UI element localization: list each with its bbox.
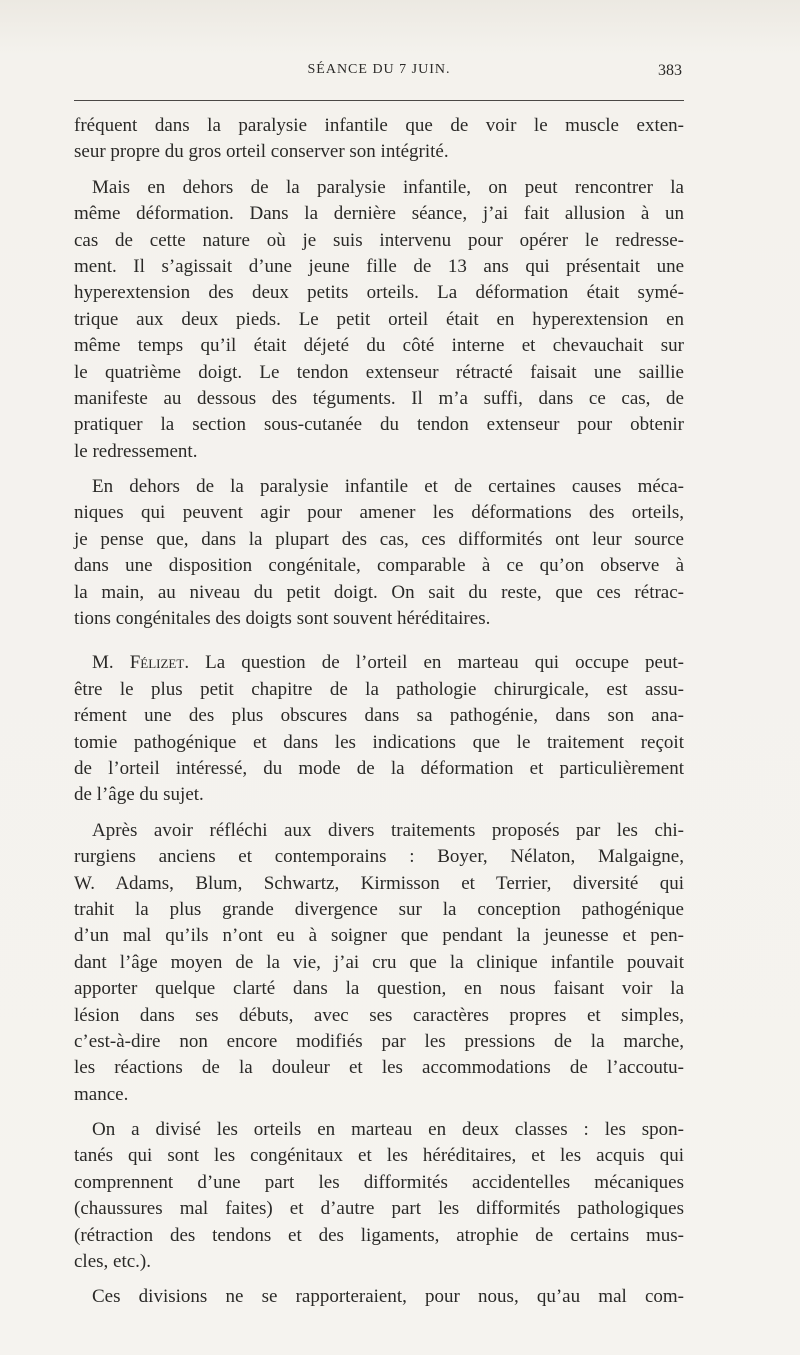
text-line: rément une des plus obscures dans sa pathogénie, dans son ana- (74, 705, 684, 727)
text-line: les réactions de la douleur et les accommodations de l’accoutu- (74, 1057, 684, 1079)
text-line: apporter quelque clarté dans la question, en nous faisant voir la (74, 978, 684, 1000)
text-line (74, 650, 684, 676)
text-line: comprennent d’une part les difformités accidentelles mécaniques (74, 1171, 684, 1193)
text-line: On a divisé les orteils en marteau en deux classes : les spon- (92, 1119, 684, 1141)
text-line: Ces divisions ne se rapporteraient, pour nous, qu’au mal com- (92, 1286, 684, 1308)
text-line: Après avoir réfléchi aux divers traitements proposés par les chi- (92, 819, 684, 841)
paragraph (74, 474, 684, 632)
text-line: cles, etc.). (74, 1251, 152, 1273)
text-line: W. Adams, Blum, Schwartz, Kirmisson et Terrier, diversité qui (74, 872, 684, 894)
page-number: 383 (658, 62, 682, 79)
text-line: tanés qui sont les congénitaux et les héréditaires, et les acquis qui (74, 1145, 684, 1167)
speaker-text: La question de l’orteil en marteau qui occupe peut- (189, 652, 685, 674)
text-line: tions congénitales des doigts sont souvent héréditaires. (74, 608, 491, 630)
text-line: seur propre du gros orteil conserver son intégrité. (74, 141, 449, 163)
text-line: même temps qu’il était déjeté du côté interne et chevauchait sur (74, 335, 684, 357)
text-line: trique aux deux pieds. Le petit orteil était en hyperextension en (74, 308, 684, 330)
text-line: de l’orteil intéressé, du mode de la déformation et particulièrement (74, 757, 684, 779)
text-line: d’un mal qu’ils n’ont eu à soigner que pendant la jeunesse et pen- (74, 925, 684, 947)
text-line: dant l’âge moyen de la vie, j’ai cru que la clinique infantile pouvait (74, 951, 684, 973)
paragraph (74, 175, 684, 465)
text-line: ment. Il s’agissait d’une jeune fille de 13 ans qui présentait une (74, 255, 684, 277)
text-line: niques qui peuvent agir pour amener les déformations des orteils, (74, 502, 684, 524)
text-line: rurgiens anciens et contemporains : Boyer, Nélaton, Malgaigne, (74, 846, 684, 868)
text-line: de l’âge du sujet. (74, 784, 204, 806)
text-line: mance. (74, 1083, 129, 1105)
speaker-name: M. Félizet. (92, 652, 190, 674)
text-line: lésion dans ses débuts, avec ses caractères propres et simples, (74, 1004, 684, 1026)
paragraph (74, 1117, 684, 1275)
text-line: le quatrième doigt. Le tendon extenseur rétracté faisait une saillie (74, 361, 684, 383)
paragraph (74, 650, 684, 808)
body-text (74, 113, 684, 1311)
text-line: le redressement. (74, 440, 198, 462)
text-line: (rétraction des tendons et des ligaments, atrophie de certains mus- (74, 1224, 684, 1246)
text-line: être le plus petit chapitre de la pathologie chirurgicale, est assu- (74, 678, 684, 700)
text-line: (chaussures mal faites) et d’autre part les difformités pathologiques (74, 1198, 684, 1220)
paragraph (74, 113, 684, 166)
text-line: la main, au niveau du petit doigt. On sait du reste, que ces rétrac- (74, 581, 684, 603)
text-line: même déformation. Dans la dernière séance, j’ai fait allusion à un (74, 203, 684, 225)
paragraph (74, 818, 684, 1108)
text-line: hyperextension des deux petits orteils. La déformation était symé- (74, 282, 684, 304)
text-line: manifeste au dessous des téguments. Il m’a suffi, dans ce cas, de (74, 387, 684, 409)
header-rule (74, 100, 684, 101)
text-line: trahit la plus grande divergence sur la conception pathogénique (74, 898, 684, 920)
text-line: cas de cette nature où je suis intervenu pour opérer le redresse- (74, 229, 684, 251)
text-line: Mais en dehors de la paralysie infantile, on peut rencontrer la (92, 176, 684, 198)
paragraph (74, 1284, 684, 1310)
text-line: je pense que, dans la plupart des cas, ces difformités ont leur source (74, 528, 684, 550)
text-line: tomie pathogénique et dans les indications que le traitement reçoit (74, 731, 684, 753)
text-line: pratiquer la section sous-cutanée du tendon extenseur pour obtenir (74, 414, 684, 436)
text-line: En dehors de la paralysie infantile et de certaines causes méca- (92, 476, 684, 498)
running-head: SÉANCE DU 7 JUIN. (307, 62, 451, 77)
text-line: c’est-à-dire non encore modifiés par les pressions de la marche, (74, 1030, 684, 1052)
text-line: fréquent dans la paralysie infantile que de voir le muscle exten- (74, 115, 684, 136)
page-header (74, 62, 684, 86)
text-line: dans une disposition congénitale, comparable à ce qu’on observe à (74, 555, 684, 577)
